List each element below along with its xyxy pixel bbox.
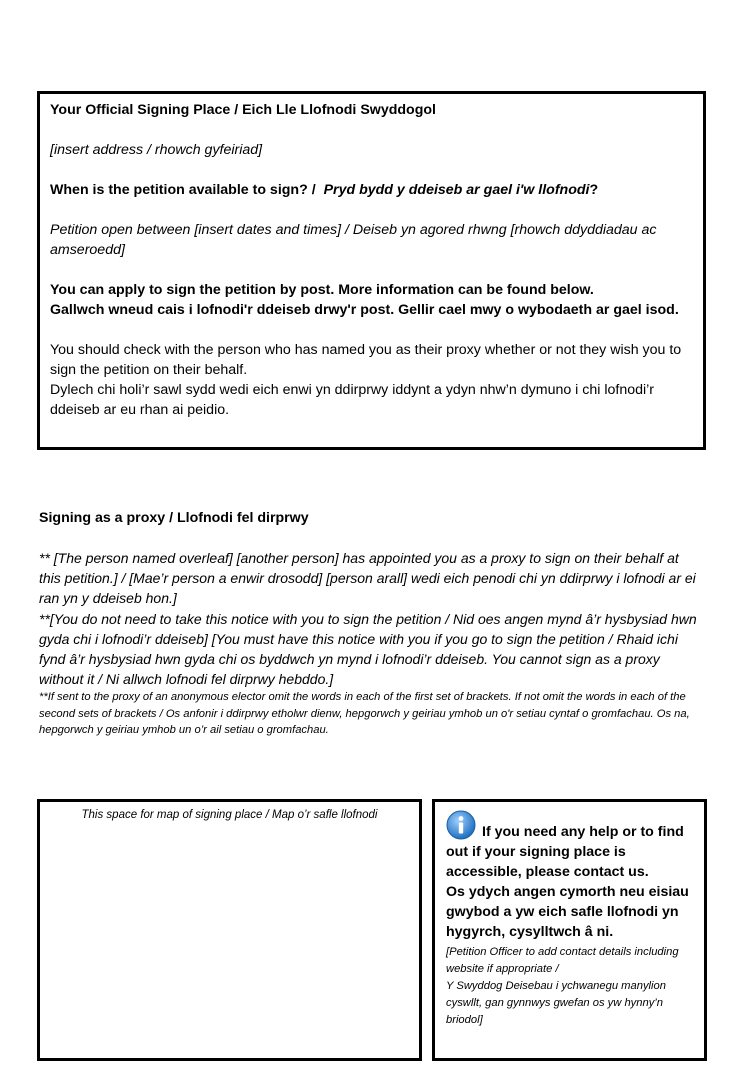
signing-place-heading: Your Official Signing Place / Eich Lle Llofnodi Swyddogol [50,102,436,118]
when-question-cy: Pryd bydd y ddeiseb ar gael i'w llofnodi [323,182,590,198]
help-small-cy: Y Swyddog Deisebau i ychwanegu manylion cyswllt, gan gynnwys gwefan os yw hynny’n briodol] [446,980,666,1026]
when-question-en: When is the petition available to sign? / [50,182,320,198]
check-text-en: You should check with the person who has named you as their proxy whether or not they wish you to sign the petition on their behalf. [50,342,682,378]
map-box [37,799,422,1061]
when-question-mark: ? [589,182,599,198]
help-text-cy: Os ydych angen cymorth neu eisiau gwybod a yw eich safle llofnodi yn hygyrch, cysylltwch â ni. [446,884,689,940]
proxy-paragraph-1: ** [The person named overleaf] [another person] has appointed you as a proxy to sign on their behalf at this petition.] / [Mae’r person a enwir drosodd] [person arall] wedi eich penodi chi yn ddirprwy i lofnodi ar ei ran yn y ddeiseb hon.] [39,550,696,607]
proxy-heading: Signing as a proxy / Llofnodi fel dirprwy [39,510,309,526]
proxy-paragraph-2: **[You do not need to take this notice with you to sign the petition / Nid oes angen mynd â’r hysbysiad hwn gyda chi i lofnodi’r ddeiseb] [You must have this notice with you if you go to sign the petition / Rhaid ichi fynd â’r hysbysiad hwn gyda chi os byddwch yn mynd i lofnodi’r ddeiseb. You cannot sign as a proxy without it / Ni allwch lofnodi fel dirprwy hebddo.] [39,610,697,688]
proxy-section [39,508,703,739]
check-text-cy: Dylech chi holi’r sawl sydd wedi eich enwi yn ddirprwy iddynt a ydyn nhw’n dymuno i chi lofnodi’r ddeiseb ar eu rhan ai peidio. [50,382,655,418]
help-small-en: [Petition Officer to add contact details including website if appropriate / [446,946,679,975]
postal-text-en: You can apply to sign the petition by post. More information can be found below. [50,282,594,298]
dates-text: Petition open between [insert dates and times] / Deiseb yn agored rhwng [rhowch ddyddiadau ac amseroedd] [50,222,657,258]
info-icon [446,810,476,840]
map-caption: This space for map of signing place / Map o’r safle llofnodi [81,809,378,821]
help-box [432,799,707,1061]
proxy-note: **If sent to the proxy of an anonymous elector omit the words in each of the first set of brackets. If not omit the words in each of the second sets of brackets / Os anfonir i ddirprwy etholwr dienw, hepgorwch y geiriau ymhob un o'r setiau cyntaf o gromfachau. Os na, hepgorwch y geiriau ymhob un o’r ail setiau o gromfachau. [39,691,690,737]
signing-place-box [37,91,706,450]
address-placeholder: [insert address / rhowch gyfeiriad] [50,142,263,158]
when-question [50,180,693,200]
postal-text-cy: Gallwch wneud cais i lofnodi'r ddeiseb drwy'r post. Gellir cael mwy o wybodaeth ar gael isod. [50,302,679,318]
help-text-en: If you need any help or to find out if your signing place is accessible, please contact us. [446,810,694,882]
